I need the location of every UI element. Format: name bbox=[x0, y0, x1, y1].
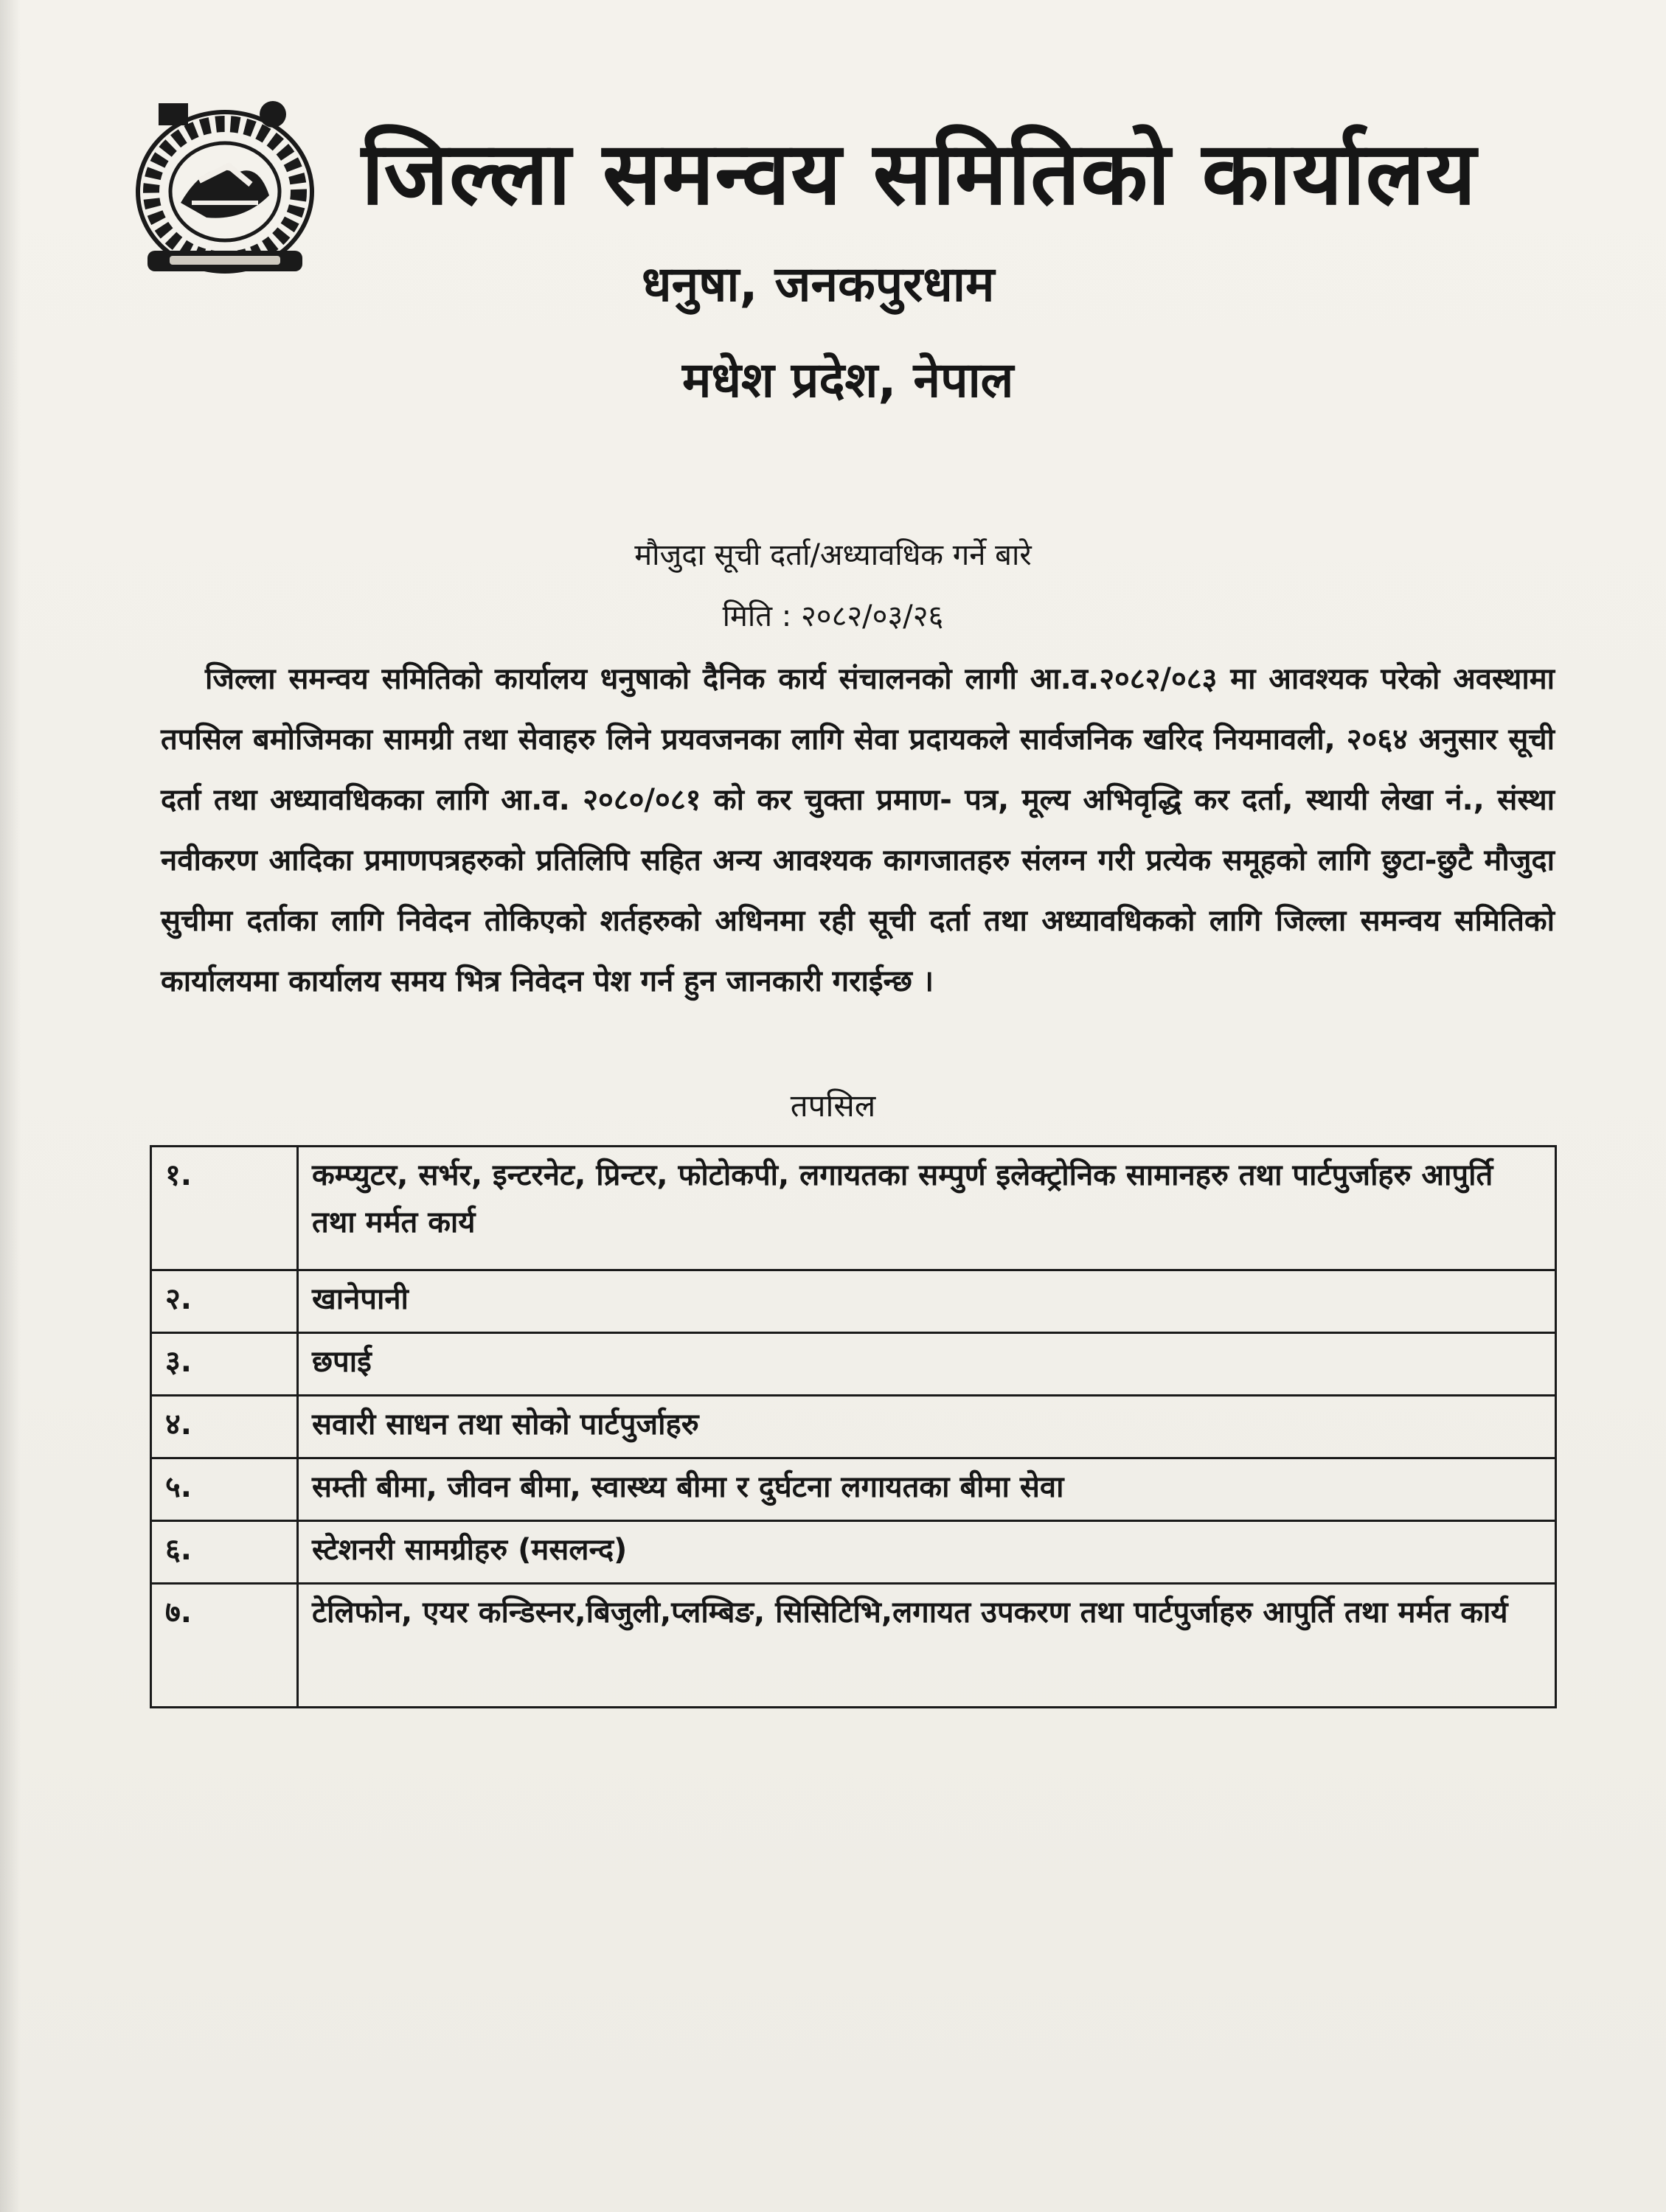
notice-subject: मौजुदा सूची दर्ता/अध्यावधिक गर्ने बारे bbox=[634, 538, 1032, 572]
item-description: कम्प्युटर, सर्भर, इन्टरनेट, प्रिन्टर, फोटोकपी, लगायतका सम्पुर्ण इलेक्ट्रोनिक सामानहरु तथा पार्टपुर्जाहरु आपुर्ति तथा मर्मत कार्य bbox=[298, 1147, 1556, 1270]
item-number: १. bbox=[151, 1147, 298, 1270]
item-number: ४. bbox=[151, 1396, 298, 1458]
binding-hole-mark bbox=[16, 973, 34, 1003]
binding-hole-mark bbox=[16, 214, 34, 243]
table-row bbox=[151, 1270, 1556, 1333]
district-line: धनुषा, जनकपुरधाम bbox=[642, 256, 995, 313]
item-number: ७. bbox=[151, 1584, 298, 1708]
items-table bbox=[150, 1145, 1557, 1708]
binding-hole-mark bbox=[16, 1725, 34, 1755]
notice-date: मिति : २०८२/०३/२६ bbox=[722, 599, 944, 633]
notice-body: जिल्ला समन्वय समितिको कार्यालय धनुषाको दैनिक कार्य संचालनको लागी आ.व.२०८२/०८३ मा आवश्यक परेको अवस्थामा तपसिल बमोजिमका सामग्री तथा सेवाहरु लिने प्रयवजनका लागि सेवा प्रदायकले सार्वजनिक खरिद नियमावली, २०६४ अनुसार सूची दर्ता तथा अध्यावधिकका लागि आ.व. २०८०/०८१ को कर चुक्ता प्रमाण- पत्र, मूल्य अभिवृद्धि कर दर्ता, स्थायी लेखा नं., संस्था नवीकरण आदिका प्रमाणपत्रहरुको प्रतिलिपि सहित अन्य आवश्यक कागजातहरु संलग्न गरी प्रत्येक समूहको लागि छुटा-छुटै मौजुदा सुचीमा दर्ताका लागि निवेदन तोकिएको शर्तहरुको अधिनमा रही सूची दर्ता तथा अध्यावधिकको लागि जिल्ला समन्वय समितिको कार्यालयमा कार्यालय समय भित्र निवेदन पेश गर्न हुन जानकारी गराईन्छ । bbox=[161, 662, 1555, 998]
item-number: ६. bbox=[151, 1521, 298, 1584]
table-row bbox=[151, 1521, 1556, 1584]
item-description: सवारी साधन तथा सोको पार्टपुर्जाहरु bbox=[298, 1396, 1556, 1458]
province-line: मधेश प्रदेश, नेपाल bbox=[682, 352, 1014, 408]
item-description: सम्ती बीमा, जीवन बीमा, स्वास्थ्य बीमा र दुर्घटना लगायतका बीमा सेवा bbox=[298, 1458, 1556, 1521]
table-row bbox=[151, 1584, 1556, 1708]
item-description: टेलिफोन, एयर कन्डिस्नर,बिजुली,प्लम्बिङ, सिसिटिभि,लगायत उपकरण तथा पार्टपुर्जाहरु आपुर्ति तथा मर्मत कार्य bbox=[298, 1584, 1556, 1708]
item-description: खानेपानी bbox=[298, 1270, 1556, 1333]
table-row bbox=[151, 1396, 1556, 1458]
item-number: ३. bbox=[151, 1333, 298, 1396]
details-heading: तपसिल bbox=[790, 1088, 876, 1124]
government-emblem-icon bbox=[118, 92, 332, 284]
item-description: छपाई bbox=[298, 1333, 1556, 1396]
table-row bbox=[151, 1147, 1556, 1270]
item-description: स्टेशनरी सामग्रीहरु (मसलन्द) bbox=[298, 1521, 1556, 1584]
office-title: जिल्ला समन्वय समितिको कार्यालय bbox=[361, 122, 1477, 224]
item-number: २. bbox=[151, 1270, 298, 1333]
item-number: ५. bbox=[151, 1458, 298, 1521]
table-row bbox=[151, 1458, 1556, 1521]
table-row bbox=[151, 1333, 1556, 1396]
